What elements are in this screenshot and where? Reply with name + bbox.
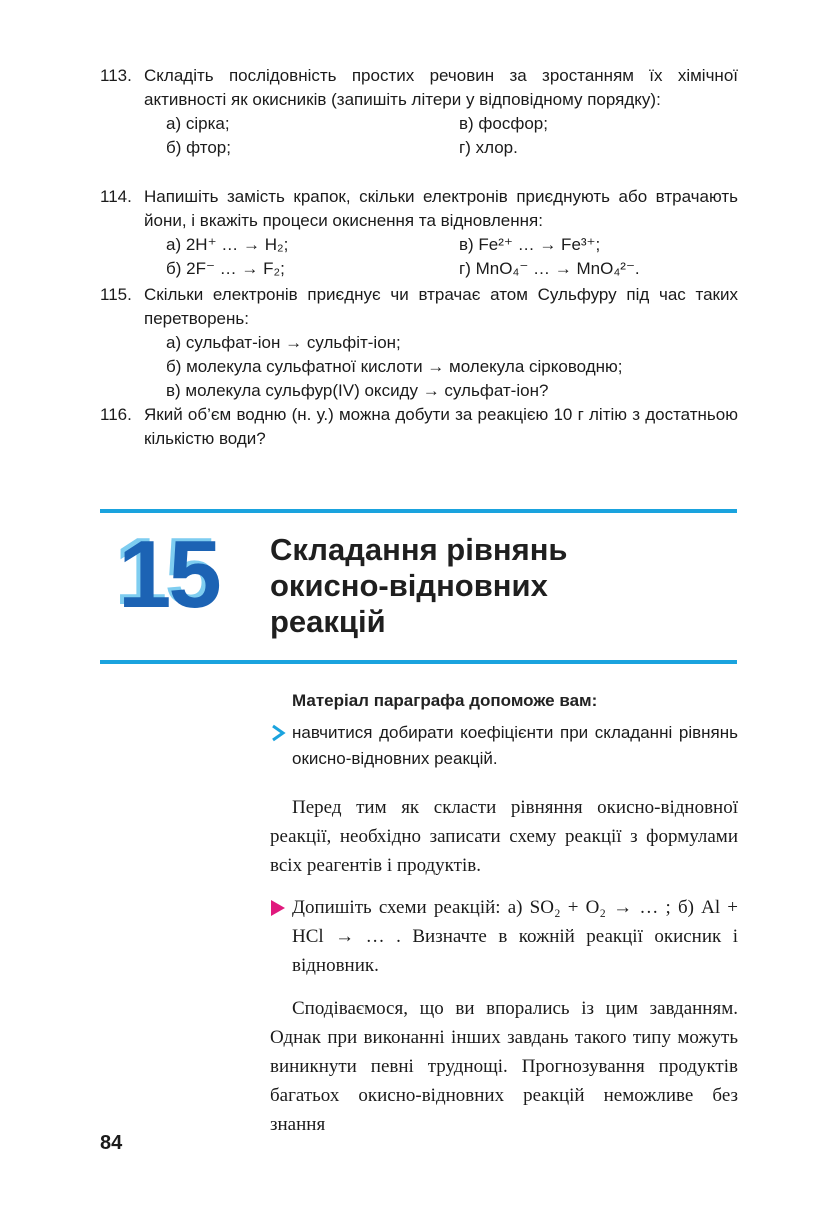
chapter-title-line: окисно-відновних — [270, 568, 548, 603]
option: б) фтор; — [166, 138, 231, 157]
option: г) MnO₄⁻ … → MnO₄²⁻. — [459, 259, 640, 278]
chevron-right-icon — [270, 724, 286, 742]
exercise-116 — [100, 403, 738, 451]
closing-paragraph: Сподіваємося, що ви впорались із цим завданням. Однак при виконанні інших завдань такого типу можуть виникнути певні труднощі. Прогнозування продуктів багатьох окисно-відновних реакцій неможливе без знання — [270, 998, 738, 1135]
option: в) Fe²⁺ … → Fe³⁺; — [459, 235, 601, 254]
task-block — [270, 893, 738, 980]
option: в) молекула сульфур(IV) оксиду → сульфат-іон? — [166, 381, 549, 400]
chapter-title-line: Складання рівнянь — [270, 532, 568, 567]
task-text: Допишіть схеми реакцій: а) SO₂ + O₂ → … ; б) Al + HCl → … . Визначте в кожній реакції окисник і відновник. — [292, 897, 738, 976]
option: б) молекула сульфатної кислоти → молекула сірководню; — [166, 357, 623, 376]
option: а) сульфат-іон → сульфіт-іон; — [166, 333, 401, 352]
chapter-bottom-rule — [100, 660, 737, 664]
option: а) 2H⁺ … → H₂; — [166, 235, 289, 254]
exercise-text: Складіть послідовність простих речовин за зростанням їх хімічної активності як окисників (запишіть літери у відповідному порядку): — [144, 66, 738, 109]
exercise-number: 116. — [100, 405, 132, 424]
exercise-options — [166, 112, 738, 160]
exercise-113 — [100, 64, 738, 160]
exercise-text: Який об’єм водню (н. у.) можна добути за реакцією 10 г літію з достатньою кількістю води? — [144, 405, 738, 448]
triangle-right-icon — [270, 899, 286, 917]
goal-item — [270, 720, 738, 772]
chapter-title — [270, 532, 710, 640]
exercise-number: 114. — [100, 187, 132, 206]
chapter-number: 15 — [118, 521, 219, 628]
exercise-options — [166, 233, 738, 281]
exercise-number: 115. — [100, 285, 132, 304]
page-number: 84 — [100, 1132, 123, 1154]
chapter-top-rule — [100, 509, 737, 513]
exercise-text: Напишіть замість крапок, скільки електронів приєднують або втрачають йони, і вкажіть процеси окиснення та відновлення: — [144, 187, 738, 230]
exercise-115 — [100, 283, 738, 403]
intro-paragraph: Перед тим як скласти рівняння окисно-відновної реакції, необхідно записати схему реакції з формулами всіх реагентів і продуктів. — [270, 797, 738, 876]
exercise-number: 113. — [100, 66, 132, 85]
goal-text: навчитися добирати коефіцієнти при складанні рівнянь окисно-відновних реакцій. — [292, 723, 738, 768]
option: в) фосфор; — [459, 114, 548, 133]
option: а) сірка; — [166, 114, 230, 133]
exercise-options — [166, 331, 738, 403]
option: г) хлор. — [459, 138, 518, 157]
goals-heading: Матеріал параграфа допоможе вам: — [292, 691, 598, 710]
option: б) 2F⁻ … → F₂; — [166, 259, 285, 278]
exercise-114 — [100, 185, 738, 281]
chapter-title-line: реакцій — [270, 604, 386, 639]
exercise-text: Скільки електронів приєднує чи втрачає атом Сульфуру під час таких перетворень: — [144, 285, 738, 328]
